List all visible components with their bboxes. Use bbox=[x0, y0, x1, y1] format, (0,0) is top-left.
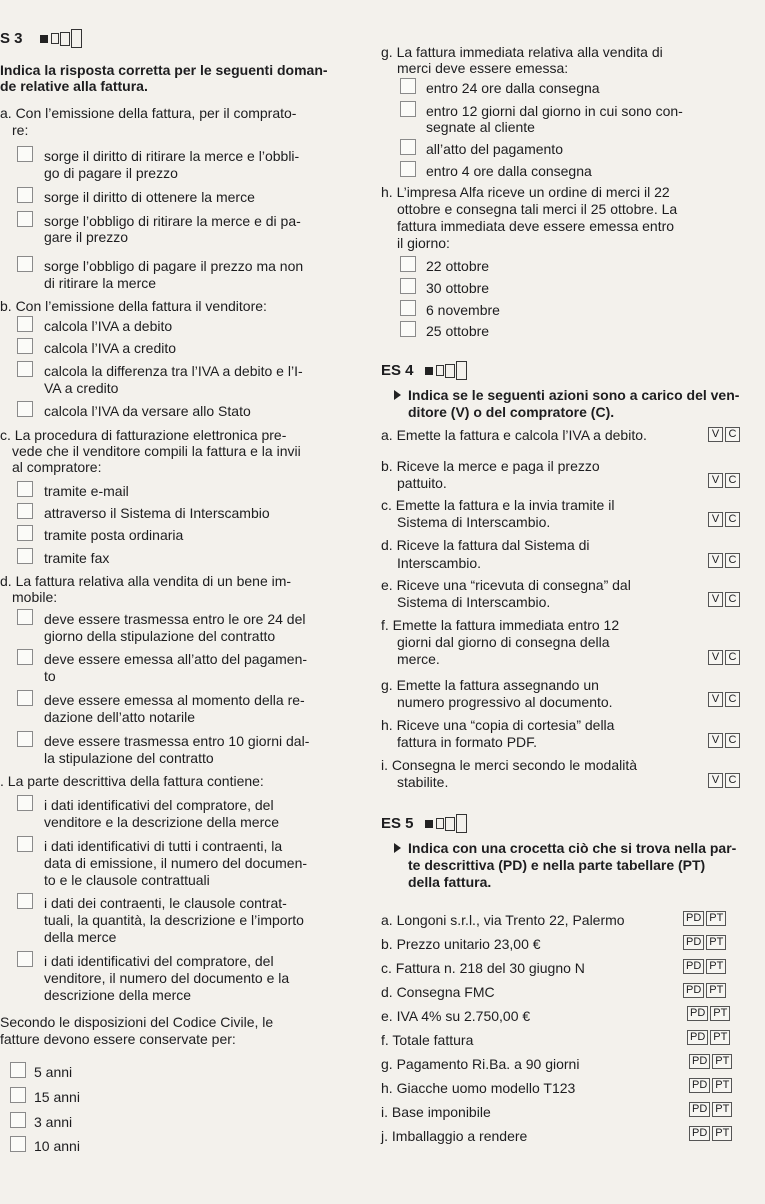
vc-choice bbox=[708, 427, 740, 442]
text-line: i dati dei contraenti, le clausole contrat- bbox=[44, 895, 287, 911]
text-line: d. Riceve la fattura dal Sistema di bbox=[381, 537, 590, 553]
answer-checkbox[interactable] bbox=[17, 256, 33, 272]
answer-checkbox[interactable] bbox=[17, 316, 33, 332]
answer-checkbox[interactable] bbox=[400, 300, 416, 316]
text-line: g. Pagamento Ri.Ba. a 90 giorni bbox=[381, 1056, 580, 1072]
pd-pt-choice bbox=[689, 1078, 732, 1093]
text-line: tramite posta ordinaria bbox=[44, 527, 184, 543]
answer-checkbox[interactable] bbox=[17, 338, 33, 354]
c-box[interactable]: C bbox=[725, 427, 740, 442]
text-line: venditore e la descrizione della merce bbox=[44, 814, 280, 830]
text-line: segnate al cliente bbox=[426, 119, 535, 135]
text-line: a. Emette la fattura e calcola l’IVA a debito. bbox=[381, 427, 647, 443]
text-line: tuali, la quantità, la descrizione e l’importo bbox=[44, 912, 304, 928]
vc-choice bbox=[708, 692, 740, 707]
answer-checkbox[interactable] bbox=[17, 525, 33, 541]
text-line: deve essere trasmessa entro 10 giorni dal- bbox=[44, 733, 310, 749]
text-line: tramite fax bbox=[44, 550, 110, 566]
text-line: sorge l’obbligo di ritirare la merce e di pa- bbox=[44, 213, 301, 229]
text-line: g. Emette la fattura assegnando un bbox=[381, 677, 599, 693]
pd-pt-choice bbox=[689, 1126, 732, 1141]
answer-checkbox[interactable] bbox=[10, 1062, 26, 1078]
difficulty-icon bbox=[40, 29, 82, 48]
pd-pt-choice bbox=[689, 1054, 732, 1069]
v-box[interactable]: V bbox=[708, 773, 723, 788]
answer-checkbox[interactable] bbox=[17, 146, 33, 162]
pd-box[interactable]: PD bbox=[687, 1030, 708, 1045]
v-box[interactable]: V bbox=[708, 650, 723, 665]
text-line: f. Totale fattura bbox=[381, 1032, 474, 1048]
text-line: a. Longoni s.r.l., via Trento 22, Palermo bbox=[381, 912, 625, 928]
text-line: data di emissione, il numero del documen- bbox=[44, 855, 308, 871]
answer-checkbox[interactable] bbox=[17, 609, 33, 625]
answer-checkbox[interactable] bbox=[10, 1087, 26, 1103]
text-line: b. Con l’emissione della fattura il venditore: bbox=[0, 298, 267, 314]
text-line: ES 5 bbox=[381, 815, 414, 832]
text-line: numero progressivo al documento. bbox=[397, 694, 613, 710]
answer-checkbox[interactable] bbox=[17, 481, 33, 497]
text-line: Interscambio. bbox=[397, 555, 482, 571]
text-line: ditore (V) o del compratore (C). bbox=[408, 404, 615, 420]
text-line: S 3 bbox=[0, 30, 23, 47]
vc-choice bbox=[708, 592, 740, 607]
answer-checkbox[interactable] bbox=[17, 187, 33, 203]
text-line: 25 ottobre bbox=[426, 323, 490, 339]
text-line: calcola l’IVA da versare allo Stato bbox=[44, 403, 251, 419]
pd-box[interactable]: PD bbox=[689, 1078, 710, 1093]
text-line: fattura in formato PDF. bbox=[397, 734, 538, 750]
c-box[interactable]: C bbox=[725, 592, 740, 607]
text-line: al compratore: bbox=[12, 459, 102, 475]
answer-checkbox[interactable] bbox=[17, 731, 33, 747]
v-box[interactable]: V bbox=[708, 553, 723, 568]
text-line: giorni dal giorno di consegna della bbox=[397, 634, 610, 650]
pt-box[interactable]: PT bbox=[706, 935, 726, 950]
text-line: go di pagare il prezzo bbox=[44, 165, 178, 181]
pd-pt-choice bbox=[683, 911, 726, 926]
text-line: c. La procedura di fatturazione elettronica pre- bbox=[0, 427, 287, 443]
answer-checkbox[interactable] bbox=[17, 401, 33, 417]
pd-box[interactable]: PD bbox=[687, 1006, 708, 1021]
c-box[interactable]: C bbox=[725, 473, 740, 488]
text-line: deve essere trasmessa entro le ore 24 del bbox=[44, 611, 306, 627]
answer-checkbox[interactable] bbox=[400, 321, 416, 337]
v-box[interactable]: V bbox=[708, 427, 723, 442]
answer-checkbox[interactable] bbox=[17, 836, 33, 852]
text-line: vede che il venditore compili la fattura e la invii bbox=[12, 443, 301, 459]
text-line: c. Fattura n. 218 del 30 giugno N bbox=[381, 960, 585, 976]
answer-checkbox[interactable] bbox=[400, 101, 416, 117]
pointer-arrow-icon bbox=[394, 843, 401, 853]
pd-pt-choice bbox=[683, 935, 726, 950]
text-line: della merce bbox=[44, 929, 117, 945]
text-line: descrizione della merce bbox=[44, 987, 192, 1003]
text-line: di ritirare la merce bbox=[44, 275, 157, 291]
text-line: pattuito. bbox=[397, 475, 447, 491]
pd-pt-choice bbox=[683, 959, 726, 974]
text-line: 10 anni bbox=[34, 1138, 80, 1154]
c-box[interactable]: C bbox=[725, 650, 740, 665]
difficulty-icon bbox=[425, 361, 467, 380]
text-line: i. Consegna le merci secondo le modalità bbox=[381, 757, 638, 773]
difficulty-icon bbox=[425, 814, 467, 833]
text-line: i dati identificativi del compratore, del bbox=[44, 797, 274, 813]
text-line: merci deve essere emessa: bbox=[397, 60, 569, 76]
answer-checkbox[interactable] bbox=[17, 690, 33, 706]
text-line: b. Prezzo unitario 23,00 € bbox=[381, 936, 541, 952]
answer-checkbox[interactable] bbox=[400, 278, 416, 294]
text-line: stabilite. bbox=[397, 774, 449, 790]
text-line: Secondo le disposizioni del Codice Civile, le bbox=[0, 1014, 274, 1030]
text-line: 5 anni bbox=[34, 1064, 73, 1080]
answer-checkbox[interactable] bbox=[400, 139, 416, 155]
text-line: merce. bbox=[397, 651, 440, 667]
answer-checkbox[interactable] bbox=[17, 211, 33, 227]
text-line: h. Giacche uomo modello T123 bbox=[381, 1080, 576, 1096]
pt-box[interactable]: PT bbox=[712, 1102, 732, 1117]
answer-checkbox[interactable] bbox=[17, 361, 33, 377]
text-line: sorge il diritto di ritirare la merce e l’obbli- bbox=[44, 148, 300, 164]
pd-pt-choice bbox=[687, 1030, 730, 1045]
pt-box[interactable]: PT bbox=[712, 1054, 732, 1069]
text-line: gare il prezzo bbox=[44, 229, 129, 245]
text-line: entro 12 giorni dal giorno in cui sono con- bbox=[426, 103, 683, 119]
text-line: d. Consegna FMC bbox=[381, 984, 495, 1000]
answer-checkbox[interactable] bbox=[400, 161, 416, 177]
c-box[interactable]: C bbox=[725, 773, 740, 788]
text-line: Sistema di Interscambio. bbox=[397, 514, 551, 530]
text-line: Sistema di Interscambio. bbox=[397, 594, 551, 610]
text-line: j. Imballaggio a rendere bbox=[381, 1128, 528, 1144]
vc-choice bbox=[708, 512, 740, 527]
answer-checkbox[interactable] bbox=[17, 893, 33, 909]
answer-checkbox[interactable] bbox=[17, 649, 33, 665]
text-line: f. Emette la fattura immediata entro 12 bbox=[381, 617, 620, 633]
text-line: entro 24 ore dalla consegna bbox=[426, 80, 600, 96]
vc-choice bbox=[708, 650, 740, 665]
text-line: entro 4 ore dalla consegna bbox=[426, 163, 592, 179]
text-line: . La parte descrittiva della fattura contiene: bbox=[0, 773, 264, 789]
pt-box[interactable]: PT bbox=[712, 1078, 732, 1093]
c-box[interactable]: C bbox=[725, 692, 740, 707]
pd-box[interactable]: PD bbox=[683, 983, 704, 998]
pt-box[interactable]: PT bbox=[710, 1006, 730, 1021]
text-line: de relative alla fattura. bbox=[0, 78, 148, 94]
vc-choice bbox=[708, 553, 740, 568]
vc-choice bbox=[708, 733, 740, 748]
text-line: i dati identificativi di tutti i contraenti, la bbox=[44, 838, 283, 854]
text-line: a. Con l’emissione della fattura, per il comprato- bbox=[0, 105, 297, 121]
text-line: mobile: bbox=[12, 589, 58, 605]
text-line: Indica con una crocetta ciò che si trova nella par- bbox=[408, 840, 737, 856]
pd-box[interactable]: PD bbox=[689, 1126, 710, 1141]
text-line: il giorno: bbox=[397, 235, 450, 251]
text-line: b. Riceve la merce e paga il prezzo bbox=[381, 458, 600, 474]
text-line: to bbox=[44, 668, 56, 684]
text-line: i dati identificativi del compratore, del bbox=[44, 953, 274, 969]
text-line: ottobre e consegna tali merci il 25 ottobre. La bbox=[397, 201, 678, 217]
pd-box[interactable]: PD bbox=[689, 1054, 710, 1069]
text-line: 15 anni bbox=[34, 1089, 80, 1105]
answer-checkbox[interactable] bbox=[10, 1136, 26, 1152]
text-line: deve essere emessa all’atto del pagamen- bbox=[44, 651, 308, 667]
text-line: 3 anni bbox=[34, 1114, 73, 1130]
text-line: re: bbox=[12, 122, 29, 138]
text-line: fattura immediata deve essere emessa entro bbox=[397, 218, 675, 234]
v-box[interactable]: V bbox=[708, 473, 723, 488]
text-line: tramite e-mail bbox=[44, 483, 129, 499]
text-line: Indica la risposta corretta per le seguenti doman- bbox=[0, 62, 328, 78]
c-box[interactable]: C bbox=[725, 553, 740, 568]
text-line: calcola l’IVA a debito bbox=[44, 318, 173, 334]
pointer-arrow-icon bbox=[394, 390, 401, 400]
text-line: della fattura. bbox=[408, 874, 492, 890]
text-line: i. Base imponibile bbox=[381, 1104, 491, 1120]
text-line: VA a credito bbox=[44, 380, 119, 396]
text-line: te descrittiva (PD) e nella parte tabellare (PT) bbox=[408, 857, 706, 873]
text-line: c. Emette la fattura e la invia tramite il bbox=[381, 497, 615, 513]
text-line: dazione dell’atto notarile bbox=[44, 709, 195, 725]
text-line: all’atto del pagamento bbox=[426, 141, 563, 157]
text-line: venditore, il numero del documento e la bbox=[44, 970, 290, 986]
text-line: calcola l’IVA a credito bbox=[44, 340, 177, 356]
pt-box[interactable]: PT bbox=[706, 911, 726, 926]
text-line: 30 ottobre bbox=[426, 280, 490, 296]
v-box[interactable]: V bbox=[708, 592, 723, 607]
text-line: ES 4 bbox=[381, 362, 414, 379]
text-line: Indica se le seguenti azioni sono a carico del ven- bbox=[408, 387, 740, 403]
v-box[interactable]: V bbox=[708, 733, 723, 748]
v-box[interactable]: V bbox=[708, 512, 723, 527]
v-box[interactable]: V bbox=[708, 692, 723, 707]
text-line: e. Riceve una “ricevuta di consegna” dal bbox=[381, 577, 631, 593]
answer-checkbox[interactable] bbox=[17, 795, 33, 811]
text-line: giorno della stipulazione del contratto bbox=[44, 628, 276, 644]
text-line: attraverso il Sistema di Interscambio bbox=[44, 505, 270, 521]
pt-box[interactable]: PT bbox=[712, 1126, 732, 1141]
pd-pt-choice bbox=[687, 1006, 730, 1021]
answer-checkbox[interactable] bbox=[400, 78, 416, 94]
text-line: h. L’impresa Alfa riceve un ordine di merci il 22 bbox=[381, 184, 670, 200]
pd-box[interactable]: PD bbox=[683, 959, 704, 974]
vc-choice bbox=[708, 473, 740, 488]
pd-pt-choice bbox=[683, 983, 726, 998]
c-box[interactable]: C bbox=[725, 512, 740, 527]
text-line: h. Riceve una “copia di cortesia” della bbox=[381, 717, 615, 733]
answer-checkbox[interactable] bbox=[400, 256, 416, 272]
pd-pt-choice bbox=[689, 1102, 732, 1117]
pt-box[interactable]: PT bbox=[706, 959, 726, 974]
text-line: sorge il diritto di ottenere la merce bbox=[44, 189, 255, 205]
c-box[interactable]: C bbox=[725, 733, 740, 748]
answer-checkbox[interactable] bbox=[17, 951, 33, 967]
pt-box[interactable]: PT bbox=[710, 1030, 730, 1045]
answer-checkbox[interactable] bbox=[17, 503, 33, 519]
text-line: e. IVA 4% su 2.750,00 € bbox=[381, 1008, 531, 1024]
text-line: fatture devono essere conservate per: bbox=[0, 1031, 236, 1047]
answer-checkbox[interactable] bbox=[10, 1112, 26, 1128]
text-line: d. La fattura relativa alla vendita di un bene im- bbox=[0, 573, 292, 589]
pt-box[interactable]: PT bbox=[706, 983, 726, 998]
pd-box[interactable]: PD bbox=[689, 1102, 710, 1117]
text-line: calcola la differenza tra l’IVA a debito e l’I- bbox=[44, 363, 303, 379]
text-line: deve essere emessa al momento della re- bbox=[44, 692, 305, 708]
pd-box[interactable]: PD bbox=[683, 935, 704, 950]
text-line: sorge l’obbligo di pagare il prezzo ma non bbox=[44, 258, 304, 274]
pd-box[interactable]: PD bbox=[683, 911, 704, 926]
text-line: 6 novembre bbox=[426, 302, 500, 318]
vc-choice bbox=[708, 773, 740, 788]
text-line: la stipulazione del contratto bbox=[44, 750, 214, 766]
answer-checkbox[interactable] bbox=[17, 548, 33, 564]
text-line: to e le clausole contrattuali bbox=[44, 872, 210, 888]
text-line: g. La fattura immediata relativa alla vendita di bbox=[381, 44, 663, 60]
text-line: 22 ottobre bbox=[426, 258, 490, 274]
